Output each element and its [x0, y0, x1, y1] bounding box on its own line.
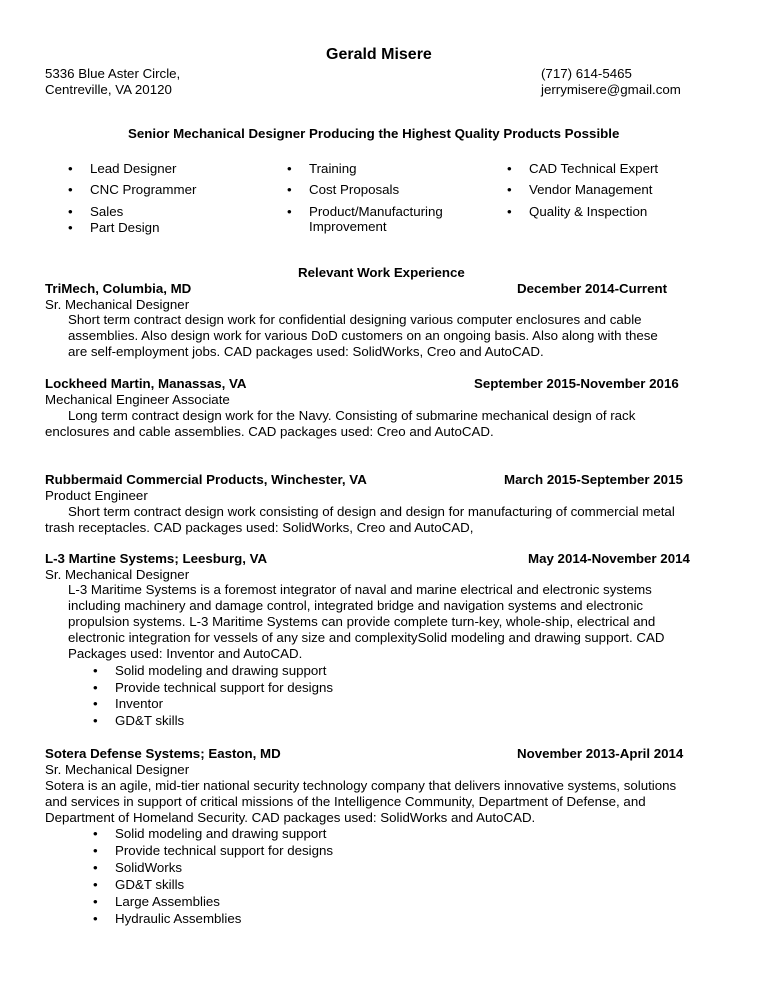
job-description-line: enclosures and cable assemblies. CAD packages used: Creo and AutoCAD.: [45, 424, 494, 439]
job-description-line: are self-employment jobs. CAD packages used: SolidWorks, Creo and AutoCAD.: [68, 344, 544, 359]
job-dates: March 2015-September 2015: [504, 472, 683, 487]
job-description-line: Department of Homeland Security. CAD packages used: SolidWorks and AutoCAD.: [45, 810, 536, 825]
job-title: Sr. Mechanical Designer: [45, 297, 190, 312]
job-bullet: • Provide technical support for designs: [115, 680, 333, 696]
job-company: Rubbermaid Commercial Products, Winchester, VA: [45, 472, 367, 487]
job-description-line: electronic integration for vessels of any size and complexitySolid modeling and drawing support. CAD: [68, 630, 665, 645]
job-bullet: • Inventor: [115, 696, 163, 712]
skill-item-continuation: Improvement: [309, 219, 387, 234]
job-company: Lockheed Martin, Manassas, VA: [45, 376, 247, 391]
job-description-line: Sotera is an agile, mid-tier national security technology company that delivers innovative systems, solutions: [45, 778, 677, 793]
skill-item: • Quality & Inspection: [529, 204, 647, 220]
job-title: Mechanical Engineer Associate: [45, 392, 230, 407]
address-line-1: 5336 Blue Aster Circle,: [45, 66, 181, 81]
job-description-line: L-3 Maritime Systems is a foremost integrator of naval and marine electrical and electronic systems: [68, 582, 652, 597]
job-description-line: propulsion systems. L-3 Maritime Systems can provide complete turn-key, whole-ship, electrical and: [68, 614, 656, 629]
job-description-line: including machinery and damage control, integrated bridge and navigation systems and electronic: [68, 598, 644, 613]
job-bullet: • Large Assemblies: [115, 894, 220, 910]
job-title: Sr. Mechanical Designer: [45, 762, 190, 777]
job-company: TriMech, Columbia, MD: [45, 281, 192, 296]
email-address[interactable]: jerrymisere@gmail.com: [541, 82, 681, 97]
job-bullet: • GD&T skills: [115, 713, 184, 729]
job-bullet: • Solid modeling and drawing support: [115, 663, 326, 679]
address-line-2: Centreville, VA 20120: [45, 82, 172, 97]
job-bullet: • Provide technical support for designs: [115, 843, 333, 859]
skill-item: • Part Design: [90, 220, 159, 236]
summary-title: Senior Mechanical Designer Producing the Highest Quality Products Possible: [128, 126, 620, 141]
skill-item: • Sales: [90, 204, 123, 220]
resume-name: Gerald Misere: [326, 46, 432, 63]
job-bullet: • SolidWorks: [115, 860, 182, 876]
job-dates: September 2015-November 2016: [474, 376, 679, 391]
phone-number: (717) 614-5465: [541, 66, 632, 81]
skill-item: • Training: [309, 161, 357, 177]
experience-title: Relevant Work Experience: [298, 265, 465, 280]
job-bullet: • GD&T skills: [115, 877, 184, 893]
job-description-line: Short term contract design work consisting of design and design for manufacturing of commercial metal: [68, 504, 675, 519]
skill-item: • CNC Programmer: [90, 182, 196, 198]
job-bullet: • Hydraulic Assemblies: [115, 911, 241, 927]
job-description-line: trash receptacles. CAD packages used: SolidWorks, Creo and AutoCAD,: [45, 520, 474, 535]
job-description-line: Packages used: Inventor and AutoCAD.: [68, 646, 303, 661]
job-company: Sotera Defense Systems; Easton, MD: [45, 746, 281, 761]
skill-item: • Product/Manufacturing: [309, 204, 443, 220]
job-description-line: Long term contract design work for the Navy. Consisting of submarine mechanical design of rack: [68, 408, 636, 423]
job-company: L-3 Martine Systems; Leesburg, VA: [45, 551, 268, 566]
skill-item: • Cost Proposals: [309, 182, 399, 198]
skill-item: • Lead Designer: [90, 161, 177, 177]
job-bullet: • Solid modeling and drawing support: [115, 826, 326, 842]
job-dates: May 2014-November 2014: [528, 551, 690, 566]
job-description-line: Short term contract design work for confidential designing various computer enclosures and cable: [68, 312, 642, 327]
job-title: Sr. Mechanical Designer: [45, 567, 190, 582]
job-description-line: assemblies. Also design work for various DoD customers on an ongoing basis. Also along with these: [68, 328, 658, 343]
job-description-line: and services in support of critical missions of the Intelligence Community, Department of Defense, and: [45, 794, 646, 809]
job-dates: December 2014-Current: [517, 281, 668, 296]
skill-item: • CAD Technical Expert: [529, 161, 658, 177]
skill-item: • Vendor Management: [529, 182, 652, 198]
job-title: Product Engineer: [45, 488, 148, 503]
job-dates: November 2013-April 2014: [517, 746, 684, 761]
